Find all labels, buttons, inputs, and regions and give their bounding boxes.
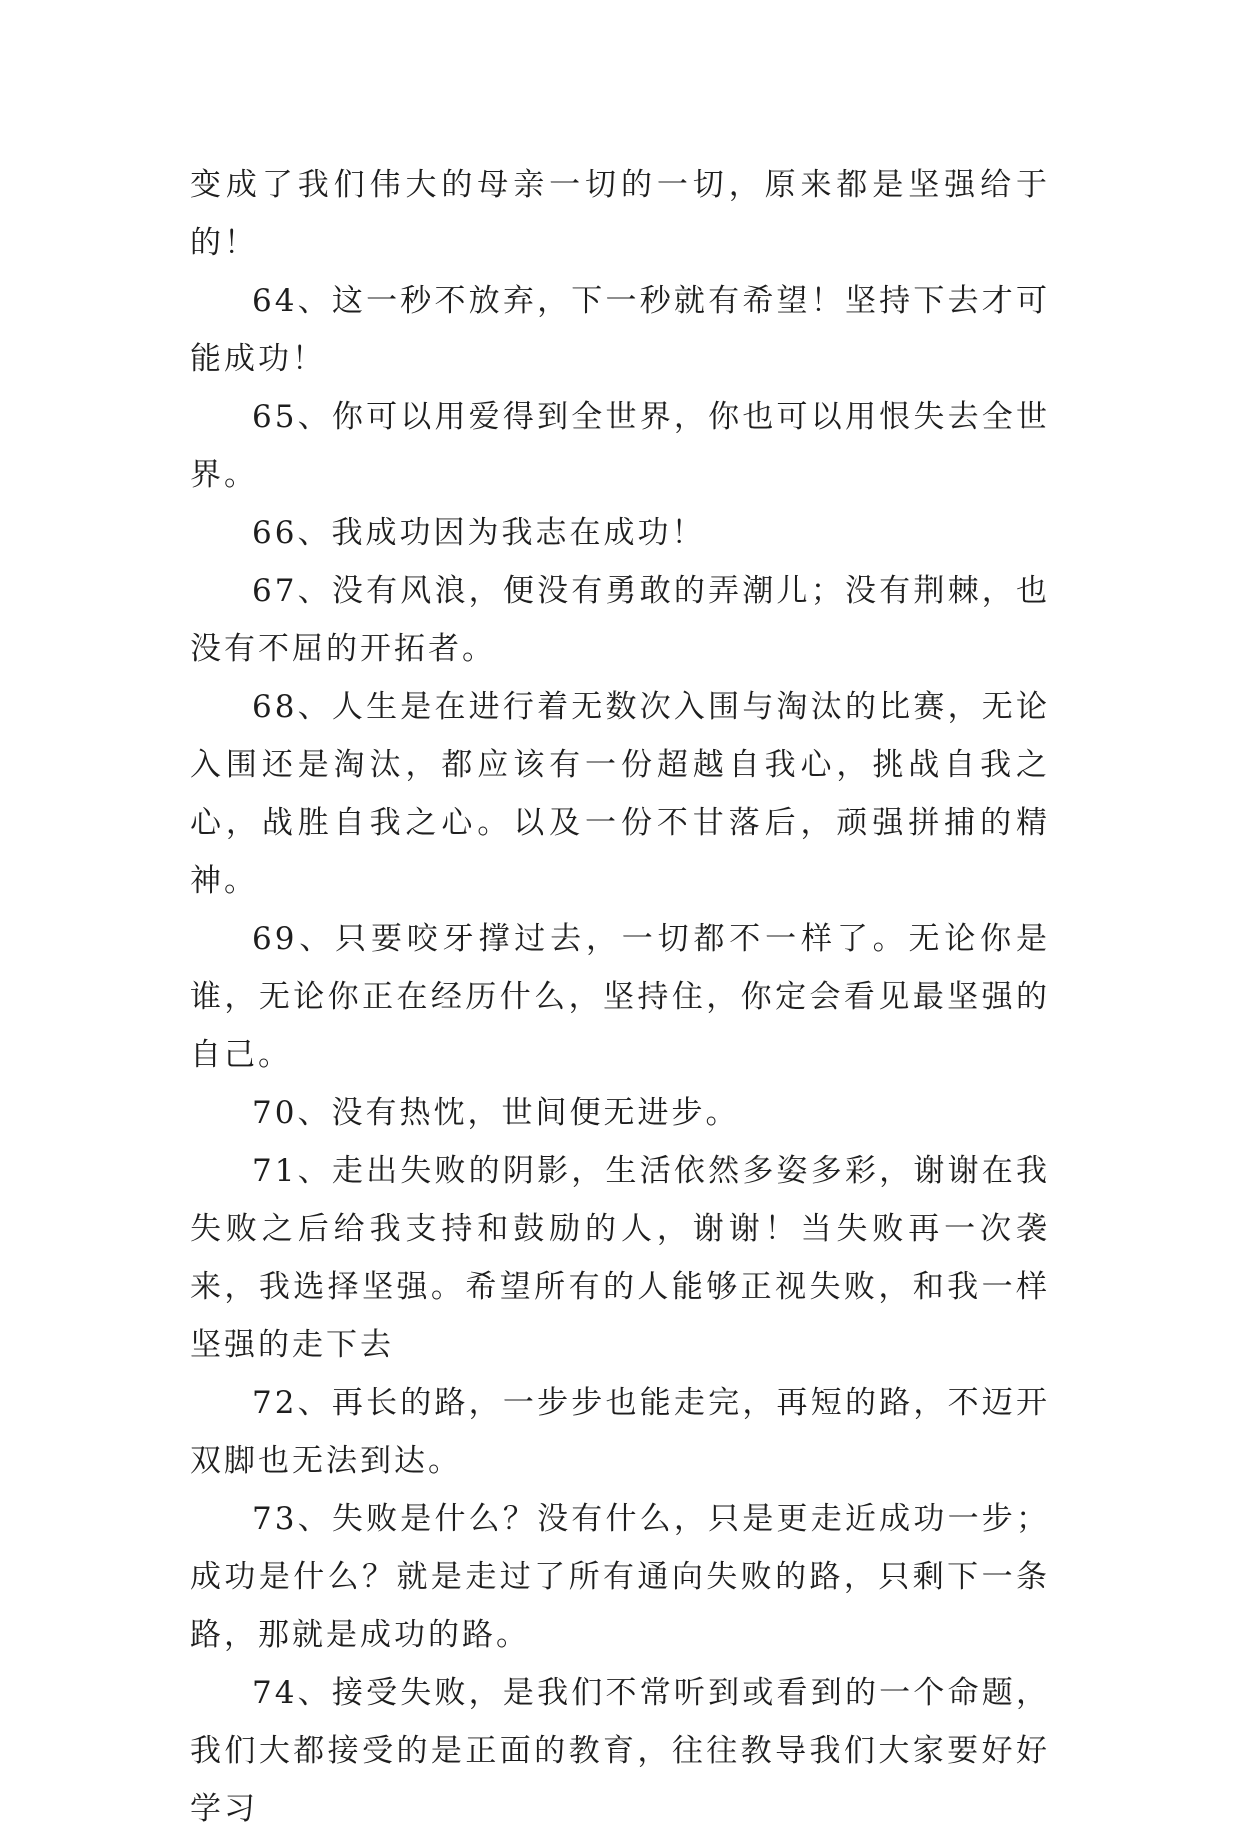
paragraph-68: 68、人生是在进行着无数次入围与淘汰的比赛，无论入围还是淘汰，都应该有一份超越自我心，挑战自我之心，战胜自我之心。以及一份不甘落后，顽强拼捕的精神。 (190, 689, 1050, 899)
paragraph-66: 66、我成功因为我志在成功！ (252, 515, 706, 551)
paragraph-73: 73、失败是什么？没有什么，只是更走近成功一步；成功是什么？就是走过了所有通向失败的路，只剩下一条路，那就是成功的路。 (190, 1501, 1050, 1653)
paragraph-continuation: 变成了我们伟大的母亲一切的一切，原来都是坚强给于的！ (190, 167, 1050, 261)
paragraph-72: 72、再长的路，一步步也能走完，再短的路，不迈开双脚也无法到达。 (190, 1385, 1050, 1479)
document-body (190, 156, 1050, 1838)
paragraph-74: 74、接受失败，是我们不常听到或看到的一个命题，我们大都接受的是正面的教育，往往教导我们大家要好好学习 (190, 1675, 1050, 1827)
paragraph-69: 69、只要咬牙撑过去，一切都不一样了。无论你是谁，无论你正在经历什么，坚持住，你定会看见最坚强的自己。 (190, 921, 1050, 1073)
paragraph-65: 65、你可以用爱得到全世界，你也可以用恨失去全世界。 (190, 399, 1050, 493)
paragraph-64: 64、这一秒不放弃，下一秒就有希望！坚持下去才可能成功！ (190, 283, 1050, 377)
paragraph-67: 67、没有风浪，便没有勇敢的弄潮儿；没有荆棘，也没有不屈的开拓者。 (190, 573, 1050, 667)
paragraph-70: 70、没有热忱，世间便无进步。 (252, 1095, 740, 1131)
paragraph-71: 71、走出失败的阴影，生活依然多姿多彩，谢谢在我失败之后给我支持和鼓励的人，谢谢！当失败再一次袭来，我选择坚强。希望所有的人能够正视失败，和我一样坚强的走下去 (190, 1153, 1050, 1363)
